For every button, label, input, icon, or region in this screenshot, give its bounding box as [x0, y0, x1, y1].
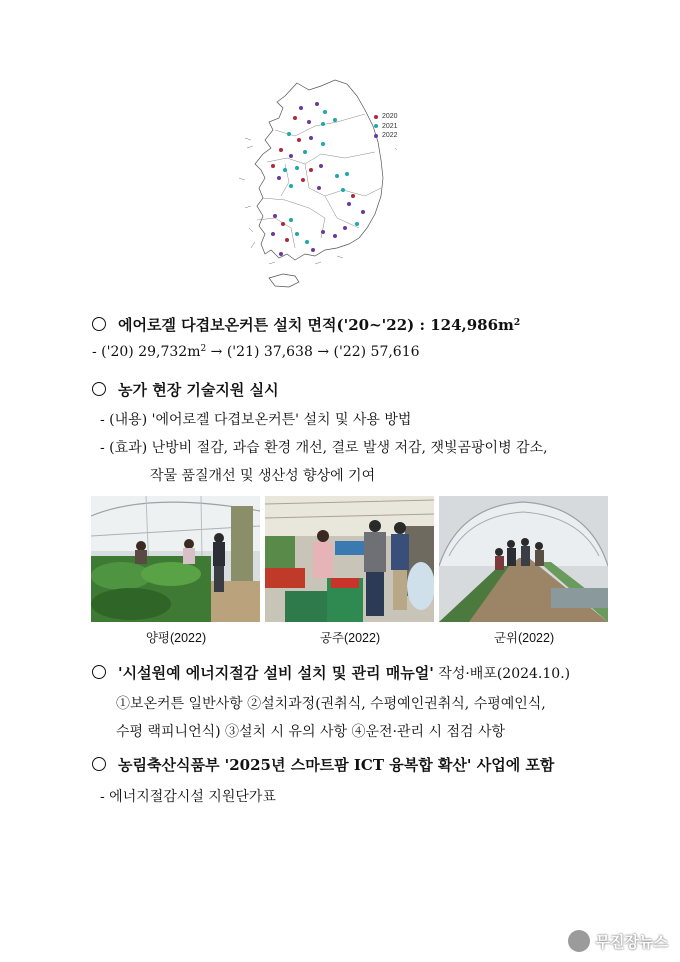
- manual-line-2: 수평 랙피니언식) ③설치 시 유의 사항 ④운전·관리 시 점검 사항: [116, 724, 506, 740]
- map-dot: [295, 232, 299, 236]
- area-detail: - ('20) $29,732m^2 \to ('21) 37,638 \to ('22)$ 57,616: [92, 344, 420, 360]
- map-dot: [279, 148, 283, 152]
- map-dot: [333, 234, 337, 238]
- map-dot: [347, 202, 351, 206]
- map-dot: [317, 186, 321, 190]
- photo-caption-yangpyeong: 양평(2022): [145, 631, 207, 645]
- manual-title: '시설원예 에너지절감 설비 설치 및 관리 매뉴얼' 작성·배포(2024.10.): [92, 662, 570, 683]
- legend-item-2020: 2020: [374, 112, 398, 122]
- map-dot: [321, 142, 325, 146]
- support-line-3: 작물 품질개선 및 생산성 향상에 기여: [150, 468, 376, 484]
- area-title: 에어로겔 다겹보온커튼 설치 면적('20~'22) : $124,986m^2$: [92, 314, 520, 335]
- map-dot: [345, 172, 349, 176]
- watermark: 무진장뉴스: [568, 930, 668, 952]
- photo-caption-gongju: 공주(2022): [319, 631, 381, 645]
- map-dot: [307, 120, 311, 124]
- map-dot: [333, 118, 337, 122]
- map-dot: [281, 222, 285, 226]
- map-dot: [311, 248, 315, 252]
- map-dot: [297, 138, 301, 142]
- map-dot: [279, 252, 283, 256]
- support-title: 농가 현장 기술지원 실시: [92, 379, 279, 400]
- manual-line-1: ①보온커튼 일반사항 ②설치과정(권취식, 수평예인권취식, 수평예인식,: [116, 696, 546, 712]
- circle-bullet-icon: [92, 382, 106, 396]
- map-dot: [289, 184, 293, 188]
- map-dot: [355, 222, 359, 226]
- photo-row: [91, 496, 608, 622]
- map-dot: [305, 240, 309, 244]
- map-dot: [361, 210, 365, 214]
- photo-yangpyeong: [91, 496, 260, 622]
- map-dot: [295, 166, 299, 170]
- map-dot: [303, 150, 307, 154]
- map-dot: [309, 136, 313, 140]
- map-dot: [341, 188, 345, 192]
- jeju-outline: [269, 274, 299, 287]
- photo-gongju: [265, 496, 434, 622]
- map-dot: [321, 122, 325, 126]
- map-dot: [351, 194, 355, 198]
- map-dot: [319, 164, 323, 168]
- map-dot: [287, 132, 291, 136]
- support-line-1: - (내용) '에어로겔 다겹보온커튼' 설치 및 사용 방법: [100, 412, 412, 428]
- map-dot: [271, 164, 275, 168]
- map-dot: [277, 176, 281, 180]
- map-dot: [323, 110, 327, 114]
- circle-bullet-icon: [92, 665, 106, 679]
- ict-title: 농림축산식품부 '2025년 스마트팜 ICT 융복합 확산' 사업에 포함: [92, 754, 554, 775]
- support-line-2: - (효과) 난방비 절감, 과습 환경 개선, 결로 발생 저감, 잿빛곰팡이병 감소,: [100, 440, 548, 456]
- map-dot: [289, 218, 293, 222]
- map-dot: [273, 214, 277, 218]
- ict-line-1: - 에너지절감시설 지원단가표: [100, 789, 276, 805]
- map-dot: [343, 226, 347, 230]
- map-dot: [293, 116, 297, 120]
- map-dot: [299, 106, 303, 110]
- photo-gunwi: [439, 496, 608, 622]
- circle-bullet-icon: [92, 757, 106, 771]
- map-dot: [301, 178, 305, 182]
- korea-map-svg: [225, 78, 420, 290]
- legend-dot-2020: [374, 115, 378, 119]
- map-dot: [315, 102, 319, 106]
- watermark-logo-icon: [568, 930, 590, 952]
- map-dot: [289, 154, 293, 158]
- legend-item-2021: 2021: [374, 122, 398, 132]
- map-dot: [335, 174, 339, 178]
- map-dot: [285, 238, 289, 242]
- circle-bullet-icon: [92, 317, 106, 331]
- map-dot: [283, 168, 287, 172]
- legend-item-2022: 2022: [374, 131, 398, 141]
- map-legend: [374, 112, 398, 141]
- map-dot: [309, 168, 313, 172]
- map-dot: [321, 230, 325, 234]
- korea-map: [225, 78, 420, 290]
- legend-dot-2021: [374, 124, 378, 128]
- map-dot: [271, 232, 275, 236]
- legend-dot-2022: [374, 134, 378, 138]
- photo-caption-gunwi: 군위(2022): [493, 631, 555, 645]
